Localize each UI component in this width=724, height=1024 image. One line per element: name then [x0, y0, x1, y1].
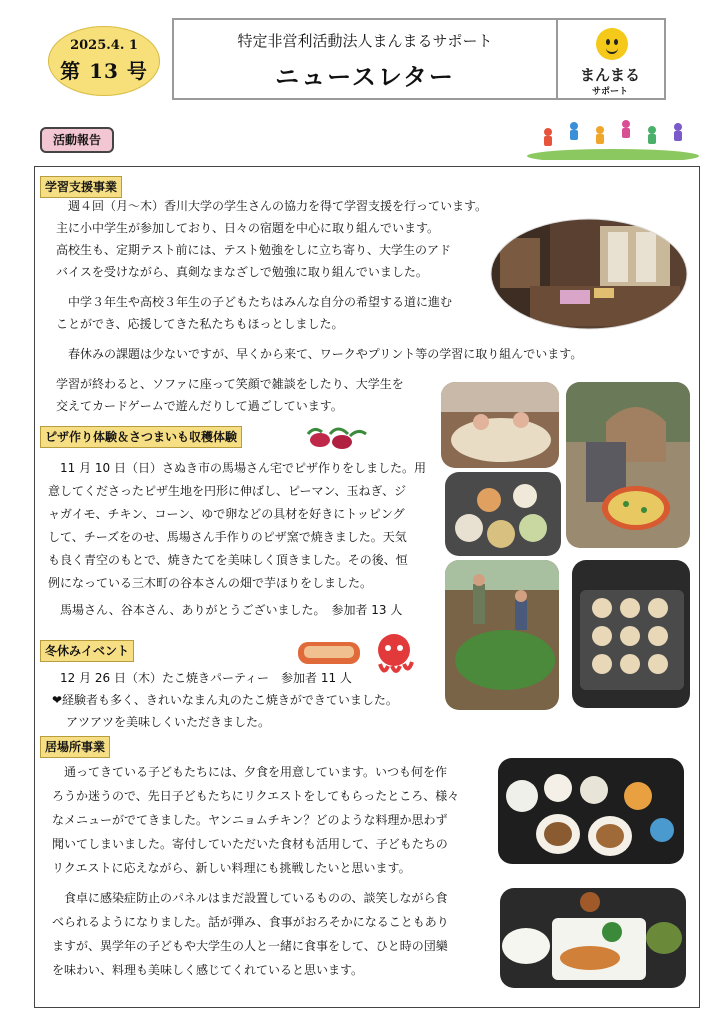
section-label-ibasho: 居場所事業 — [40, 736, 110, 758]
ibasho-line: 通ってきている子どもたちには、夕食を用意しています。いつも何を作 — [64, 765, 448, 779]
winter-line: アツアツを美味しくいただきました。 — [66, 715, 271, 729]
dinner-table-photo — [498, 758, 684, 864]
ibasho-line: 食卓に感染症防止のパネルはまだ設置しているものの、談笑しながら食 — [64, 891, 448, 905]
issue-date: 2025.4. 1 — [70, 38, 138, 53]
winter-line: 12 月 26 日（木）たこ焼きパーティー 参加者 11 人 — [60, 671, 352, 685]
logo — [558, 18, 666, 100]
ibasho-line: 聞いてしまいました。寄付していただいた食材も活用して、子どもたちの — [52, 837, 448, 851]
ibasho-line: べられるようになりました。話が弾み、食事がおろそかになることもあり — [52, 915, 449, 929]
study-line: ことができ、応援してきた私たちもほっとしました。 — [56, 317, 344, 331]
title-box — [172, 18, 558, 100]
pizza-line: 意してくださったピザ生地を円形に伸ばし、ピーマン、玉ねぎ、ジ — [48, 484, 407, 498]
study-line: 主に小中学生が参加しており、日々の宿題を中心に取り組んでいます。 — [56, 221, 440, 235]
pizza-line: 11 月 10 日（日）さぬき市の馬場さん宅でピザ作りをしました。用 — [60, 461, 426, 475]
pizza-line: して、チーズをのせ、馬場さん手作りのピザ窯で焼きました。天気 — [48, 530, 407, 544]
study-line: 高校生も、定期テスト前には、テスト勉強をしに立ち寄り、大学生のアド — [56, 243, 452, 257]
org-name: 特定非営利活動法人まんまるサポート — [237, 32, 493, 50]
issue-number: 第 13 号 — [60, 59, 148, 83]
study-line: 中学３年生や高校３年生の子どもたちはみんな自分の希望する道に進む — [68, 295, 453, 309]
issue-badge — [48, 26, 160, 96]
toppings-photo — [445, 472, 561, 556]
pizza-line: 馬場さん、谷本さん、ありがとうございました。 参加者 13 人 — [60, 603, 403, 617]
pizza-line: ャガイモ、チキン、コーン、ゆで卵などの具材を好きにトッピング — [48, 507, 405, 521]
sun-face-icon — [596, 28, 628, 60]
study-room-photo — [490, 218, 688, 330]
takoyaki-photo — [572, 560, 690, 708]
children-illustration — [526, 118, 700, 160]
activity-report-tab: 活動報告 — [40, 127, 114, 153]
pizza-line: も良く青空のもとで、焼きたてを美味しく頂きました。その後、恒 — [48, 553, 408, 567]
study-line: 交えてカードゲームで遊んだりして過ごしています。 — [56, 399, 343, 413]
section-label-winter: 冬休みイベント — [40, 640, 134, 662]
dough-stretching-photo — [441, 382, 559, 468]
study-line: 春休みの課題は少ないですが、早くから来て、ワークやプリント等の学習に取り組んでいます。 — [68, 347, 583, 361]
section-label-study: 学習支援事業 — [40, 176, 122, 198]
radish-icon — [300, 424, 370, 452]
meal-plate-photo — [500, 888, 686, 988]
ibasho-line: リクエストに応えながら、新しい料理にも挑戦したいと思います。 — [52, 861, 411, 875]
pizza-line: 例になっている三木町の谷本さんの畑で芋ほりをしました。 — [48, 576, 373, 590]
study-line: バイスを受けながら、真剣なまなざしで勉強に取り組んでいました。 — [56, 265, 428, 279]
newsletter-title: ニュースレター — [275, 63, 455, 91]
potato-field-photo — [445, 560, 559, 710]
winter-line: ❤経験者も多く、きれいなまん丸のたこ焼きができていました。 — [52, 693, 398, 707]
section-label-pizza: ピザ作り体験＆さつまいも収穫体験 — [40, 426, 242, 448]
ibasho-line: を味わい、料理も美味しく感じてくれていると思います。 — [52, 963, 364, 977]
ibasho-line: ろうか迷うので、先日子どもたちにリクエストをしてもらったところ、様々 — [52, 789, 460, 803]
logo-text: まんまる — [579, 66, 640, 84]
ibasho-line: なメニューがでてきました。ヤンニョムチキン？どのような料理か思わず — [52, 813, 448, 827]
study-line: 学習が終わると、ソファに座って笑顔で雑談をしたり、大学生を — [56, 377, 404, 391]
logo-subtext: サポート — [591, 87, 628, 97]
pizza-oven-photo — [566, 382, 690, 548]
study-line: 週４回（月～木）香川大学の学生さんの協力を得て学習支援を行っています。 — [68, 199, 488, 213]
ibasho-line: ますが、異学年の子どもや大学生の人と一緒に食事をして、ひと時の団欒 — [52, 939, 448, 953]
